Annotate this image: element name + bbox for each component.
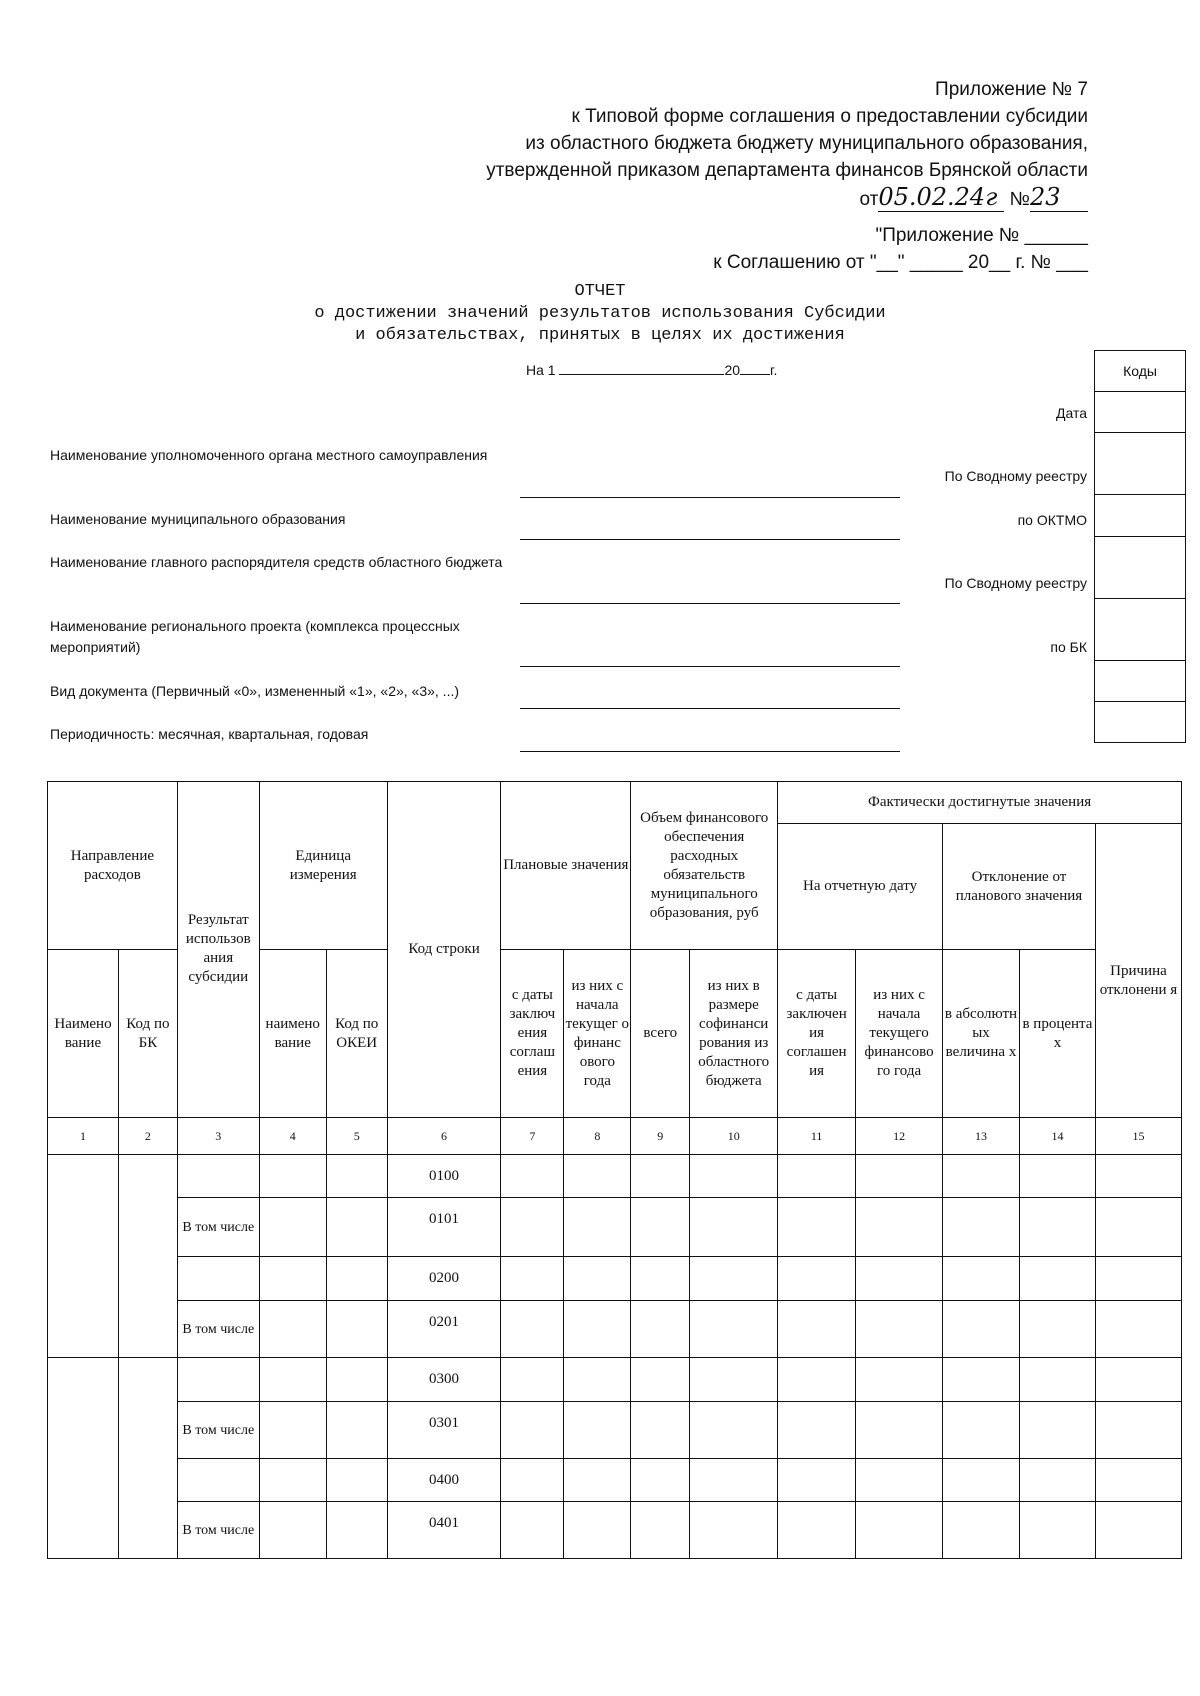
fill-line-doc-type[interactable] — [520, 708, 900, 709]
fill-line-project[interactable] — [520, 666, 900, 667]
header-fact-from: с даты заключен ия соглашен ия — [778, 950, 856, 1118]
code-cell-periodicity[interactable] — [1095, 702, 1186, 743]
header-direction: Направление расходов — [48, 782, 178, 950]
table-row — [48, 1402, 1182, 1459]
appendix-line-1: Приложение № 7 — [935, 79, 1088, 100]
table-row — [48, 1358, 1182, 1402]
value-cell[interactable] — [501, 1301, 564, 1358]
header-plan-year: из них с начала текущег о финанс ового года — [564, 950, 631, 1118]
value-cell[interactable] — [778, 1402, 856, 1459]
label-registry-2: По Сводному реестру — [944, 575, 1087, 591]
fill-line-municipality[interactable] — [520, 539, 900, 540]
okei-cell[interactable] — [326, 1198, 387, 1257]
header-fact: Фактически достигнутые значения — [778, 782, 1182, 824]
code-cell-registry-2[interactable] — [1095, 537, 1186, 599]
value-cell[interactable] — [501, 1358, 564, 1402]
value-cell[interactable] — [501, 1257, 564, 1301]
value-cell[interactable] — [856, 1459, 943, 1502]
header-total: всего — [631, 950, 690, 1118]
value-cell[interactable] — [943, 1257, 1020, 1301]
value-cell[interactable] — [1019, 1358, 1095, 1402]
unit-name-cell[interactable] — [259, 1257, 326, 1301]
label-bk: по БК — [1050, 639, 1087, 655]
col-num: 1 — [48, 1118, 119, 1155]
value-cell[interactable] — [943, 1459, 1020, 1502]
title-line-1: ОТЧЕТ — [574, 282, 626, 301]
okei-cell[interactable] — [326, 1459, 387, 1502]
table-row — [48, 1459, 1182, 1502]
value-cell[interactable] — [1019, 1155, 1095, 1198]
on-date-year: 20 — [724, 362, 741, 378]
unit-name-cell[interactable] — [259, 1301, 326, 1358]
codes-table — [1094, 350, 1186, 743]
header-pct: в процента х — [1019, 950, 1095, 1118]
col-num: 14 — [1019, 1118, 1095, 1155]
on-date-suffix: г. — [770, 362, 778, 378]
field-label-doc-type: Вид документа (Первичный «0», измененный «1», «2», «3», ...) — [50, 683, 460, 699]
okei-cell[interactable] — [326, 1257, 387, 1301]
row-code: 0301 — [387, 1402, 501, 1459]
unit-name-cell[interactable] — [259, 1198, 326, 1257]
value-cell[interactable] — [564, 1257, 631, 1301]
value-cell[interactable] — [690, 1198, 778, 1257]
col-num: 13 — [943, 1118, 1020, 1155]
appendix-line-4: утвержденной приказом департамента финансов Брянской области — [486, 160, 1088, 181]
reason-cell[interactable] — [1095, 1198, 1181, 1257]
value-cell[interactable] — [690, 1301, 778, 1358]
okei-cell[interactable] — [326, 1301, 387, 1358]
value-cell[interactable] — [778, 1459, 856, 1502]
header-result: Результат использов ания субсидии — [177, 782, 259, 1118]
value-cell[interactable] — [1019, 1459, 1095, 1502]
table-row — [48, 1301, 1182, 1358]
col-num: 15 — [1095, 1118, 1181, 1155]
result-cell[interactable]: В том числе — [177, 1301, 259, 1358]
header-reason: Причина отклонени я — [1095, 824, 1181, 1118]
value-cell[interactable] — [564, 1358, 631, 1402]
row-code: 0100 — [387, 1155, 501, 1198]
value-cell[interactable] — [856, 1155, 943, 1198]
label-date: Дата — [1055, 405, 1087, 421]
field-label-periodicity: Периодичность: месячная, квартальная, годовая — [50, 726, 369, 742]
appendix-date-line — [486, 184, 1088, 213]
sub-appendix-block — [713, 222, 1088, 276]
value-cell[interactable] — [631, 1257, 690, 1301]
header-abs: в абсолютн ых величина х — [943, 950, 1020, 1118]
table-row — [48, 1198, 1182, 1257]
value-cell[interactable] — [690, 1155, 778, 1198]
field-label-project: Наименование регионального проекта (комплекса процессных мероприятий) — [50, 618, 460, 655]
value-cell[interactable] — [564, 1155, 631, 1198]
okei-cell[interactable] — [326, 1402, 387, 1459]
results-table — [47, 781, 1182, 1559]
code-cell-date[interactable] — [1095, 392, 1186, 433]
value-cell[interactable] — [690, 1402, 778, 1459]
direction-kbk-cell[interactable] — [118, 1155, 177, 1358]
value-cell[interactable] — [943, 1301, 1020, 1358]
sub-appendix-line-2: к Соглашению от "__" _____ 20__ г. № ___ — [713, 252, 1088, 273]
title-line-3: и обязательствах, принятых в целях их достижения — [355, 326, 845, 345]
header-name: Наимено вание — [48, 950, 119, 1118]
value-cell[interactable] — [690, 1358, 778, 1402]
col-num: 4 — [259, 1118, 326, 1155]
title-line-2: о достижении значений результатов использования Субсидии — [314, 304, 886, 323]
reason-cell[interactable] — [1095, 1257, 1181, 1301]
result-cell[interactable]: В том числе — [177, 1198, 259, 1257]
header-cofin: из них в размере софинанси рования из областного бюджета — [690, 950, 778, 1118]
value-cell[interactable] — [631, 1402, 690, 1459]
table-row — [48, 1155, 1182, 1198]
reason-cell[interactable] — [1095, 1155, 1181, 1198]
col-num: 5 — [326, 1118, 387, 1155]
value-cell[interactable] — [501, 1459, 564, 1502]
col-num: 8 — [564, 1118, 631, 1155]
value-cell[interactable] — [778, 1301, 856, 1358]
codes-header: Коды — [1095, 351, 1186, 392]
code-cell-registry-1[interactable] — [1095, 433, 1186, 495]
row-code: 0200 — [387, 1257, 501, 1301]
reason-cell[interactable] — [1095, 1402, 1181, 1459]
appendix-block — [486, 76, 1088, 213]
report-date-line — [526, 362, 777, 378]
value-cell[interactable] — [943, 1358, 1020, 1402]
header-plan-from: с даты заключ ения соглаш ения — [501, 950, 564, 1118]
label-oktmo: по ОКТМО — [1017, 512, 1087, 528]
header-fact-year: из них с начала текущего финансово го года — [856, 950, 943, 1118]
code-cell-doc-type[interactable] — [1095, 661, 1186, 702]
unit-name-cell[interactable] — [259, 1402, 326, 1459]
okei-cell[interactable] — [326, 1502, 387, 1559]
reason-cell[interactable] — [1095, 1358, 1181, 1402]
value-cell[interactable] — [631, 1358, 690, 1402]
fill-line-authority[interactable] — [520, 497, 900, 498]
value-cell[interactable] — [856, 1502, 943, 1559]
direction-kbk-cell[interactable] — [118, 1358, 177, 1559]
result-cell[interactable] — [177, 1358, 259, 1402]
col-num: 6 — [387, 1118, 501, 1155]
appendix-line-2: к Типовой форме соглашения о предоставлении субсидии — [571, 106, 1088, 127]
header-unit-name: наимено вание — [259, 950, 326, 1118]
value-cell[interactable] — [1019, 1198, 1095, 1257]
value-cell[interactable] — [690, 1257, 778, 1301]
value-cell[interactable] — [631, 1198, 690, 1257]
header-report-date: На отчетную дату — [778, 824, 943, 950]
value-cell[interactable] — [564, 1502, 631, 1559]
table-row — [48, 1502, 1182, 1559]
value-cell[interactable] — [564, 1459, 631, 1502]
reason-cell[interactable] — [1095, 1502, 1181, 1559]
on-date-prefix: На 1 — [526, 362, 556, 378]
value-cell[interactable] — [631, 1459, 690, 1502]
appendix-line-3: из областного бюджета бюджету муниципального образования, — [525, 133, 1088, 154]
value-cell[interactable] — [564, 1198, 631, 1257]
value-cell[interactable] — [631, 1301, 690, 1358]
header-deviation: Отклонение от планового значения — [943, 824, 1096, 950]
col-num: 2 — [118, 1118, 177, 1155]
value-cell[interactable] — [501, 1402, 564, 1459]
header-unit: Единица измерения — [259, 782, 387, 950]
unit-name-cell[interactable] — [259, 1155, 326, 1198]
header-volume: Объем финансового обеспечения расходных обязательств муниципального образования, руб — [631, 782, 778, 950]
handwritten-number: 23 — [1030, 184, 1088, 212]
value-cell[interactable] — [690, 1459, 778, 1502]
result-cell[interactable] — [177, 1257, 259, 1301]
row-code: 0400 — [387, 1459, 501, 1502]
value-cell[interactable] — [501, 1155, 564, 1198]
reason-cell[interactable] — [1095, 1459, 1181, 1502]
row-code: 0401 — [387, 1502, 501, 1559]
result-cell[interactable]: В том числе — [177, 1402, 259, 1459]
number-prefix: № — [1009, 189, 1030, 210]
direction-name-cell[interactable] — [48, 1358, 119, 1559]
value-cell[interactable] — [778, 1358, 856, 1402]
header-okei: Код по ОКЕИ — [326, 950, 387, 1118]
value-cell[interactable] — [856, 1257, 943, 1301]
value-cell[interactable] — [1019, 1502, 1095, 1559]
result-cell[interactable] — [177, 1459, 259, 1502]
row-code: 0201 — [387, 1301, 501, 1358]
col-num: 10 — [690, 1118, 778, 1155]
field-label-main-manager: Наименование главного распорядителя средств областного бюджета — [50, 554, 503, 570]
value-cell[interactable] — [564, 1301, 631, 1358]
value-cell[interactable] — [631, 1502, 690, 1559]
direction-name-cell[interactable] — [48, 1155, 119, 1358]
field-label-municipality: Наименование муниципального образования — [50, 511, 346, 527]
row-code: 0101 — [387, 1198, 501, 1257]
value-cell[interactable] — [943, 1155, 1020, 1198]
value-cell[interactable] — [631, 1155, 690, 1198]
value-cell[interactable] — [1019, 1402, 1095, 1459]
handwritten-date: 05.02.24г — [878, 184, 1004, 212]
field-label-authority: Наименование уполномоченного органа местного самоуправления — [50, 447, 488, 463]
value-cell[interactable] — [943, 1198, 1020, 1257]
value-cell[interactable] — [564, 1402, 631, 1459]
header-plan: Плановые значения — [501, 782, 631, 950]
table-row — [48, 1257, 1182, 1301]
row-code: 0300 — [387, 1358, 501, 1402]
sub-appendix-line-1: "Приложение № ______ — [875, 225, 1088, 246]
value-cell[interactable] — [1019, 1301, 1095, 1358]
value-cell[interactable] — [856, 1198, 943, 1257]
value-cell[interactable] — [856, 1358, 943, 1402]
okei-cell[interactable] — [326, 1155, 387, 1198]
value-cell[interactable] — [943, 1502, 1020, 1559]
header-code: Код строки — [387, 782, 501, 1118]
value-cell[interactable] — [856, 1402, 943, 1459]
value-cell[interactable] — [1019, 1257, 1095, 1301]
value-cell[interactable] — [501, 1198, 564, 1257]
value-cell[interactable] — [778, 1155, 856, 1198]
col-num: 7 — [501, 1118, 564, 1155]
fill-line-periodicity[interactable] — [520, 751, 900, 752]
reason-cell[interactable] — [1095, 1301, 1181, 1358]
date-prefix: от — [859, 189, 879, 210]
code-cell-oktmo[interactable] — [1095, 495, 1186, 537]
result-cell[interactable]: В том числе — [177, 1502, 259, 1559]
unit-name-cell[interactable] — [259, 1459, 326, 1502]
value-cell[interactable] — [690, 1502, 778, 1559]
col-num: 11 — [778, 1118, 856, 1155]
unit-name-cell[interactable] — [259, 1502, 326, 1559]
column-number-row — [48, 1118, 1182, 1155]
header-kbk: Код по БК — [118, 950, 177, 1118]
report-title — [0, 281, 1200, 347]
value-cell[interactable] — [856, 1301, 943, 1358]
label-registry-1: По Сводному реестру — [944, 468, 1087, 484]
okei-cell[interactable] — [326, 1358, 387, 1402]
result-cell[interactable] — [177, 1155, 259, 1198]
value-cell[interactable] — [501, 1502, 564, 1559]
col-num: 9 — [631, 1118, 690, 1155]
code-cell-bk[interactable] — [1095, 599, 1186, 661]
value-cell[interactable] — [778, 1198, 856, 1257]
unit-name-cell[interactable] — [259, 1358, 326, 1402]
col-num: 12 — [856, 1118, 943, 1155]
value-cell[interactable] — [778, 1257, 856, 1301]
value-cell[interactable] — [943, 1402, 1020, 1459]
fill-line-main-manager[interactable] — [520, 603, 900, 604]
col-num: 3 — [177, 1118, 259, 1155]
value-cell[interactable] — [778, 1502, 856, 1559]
